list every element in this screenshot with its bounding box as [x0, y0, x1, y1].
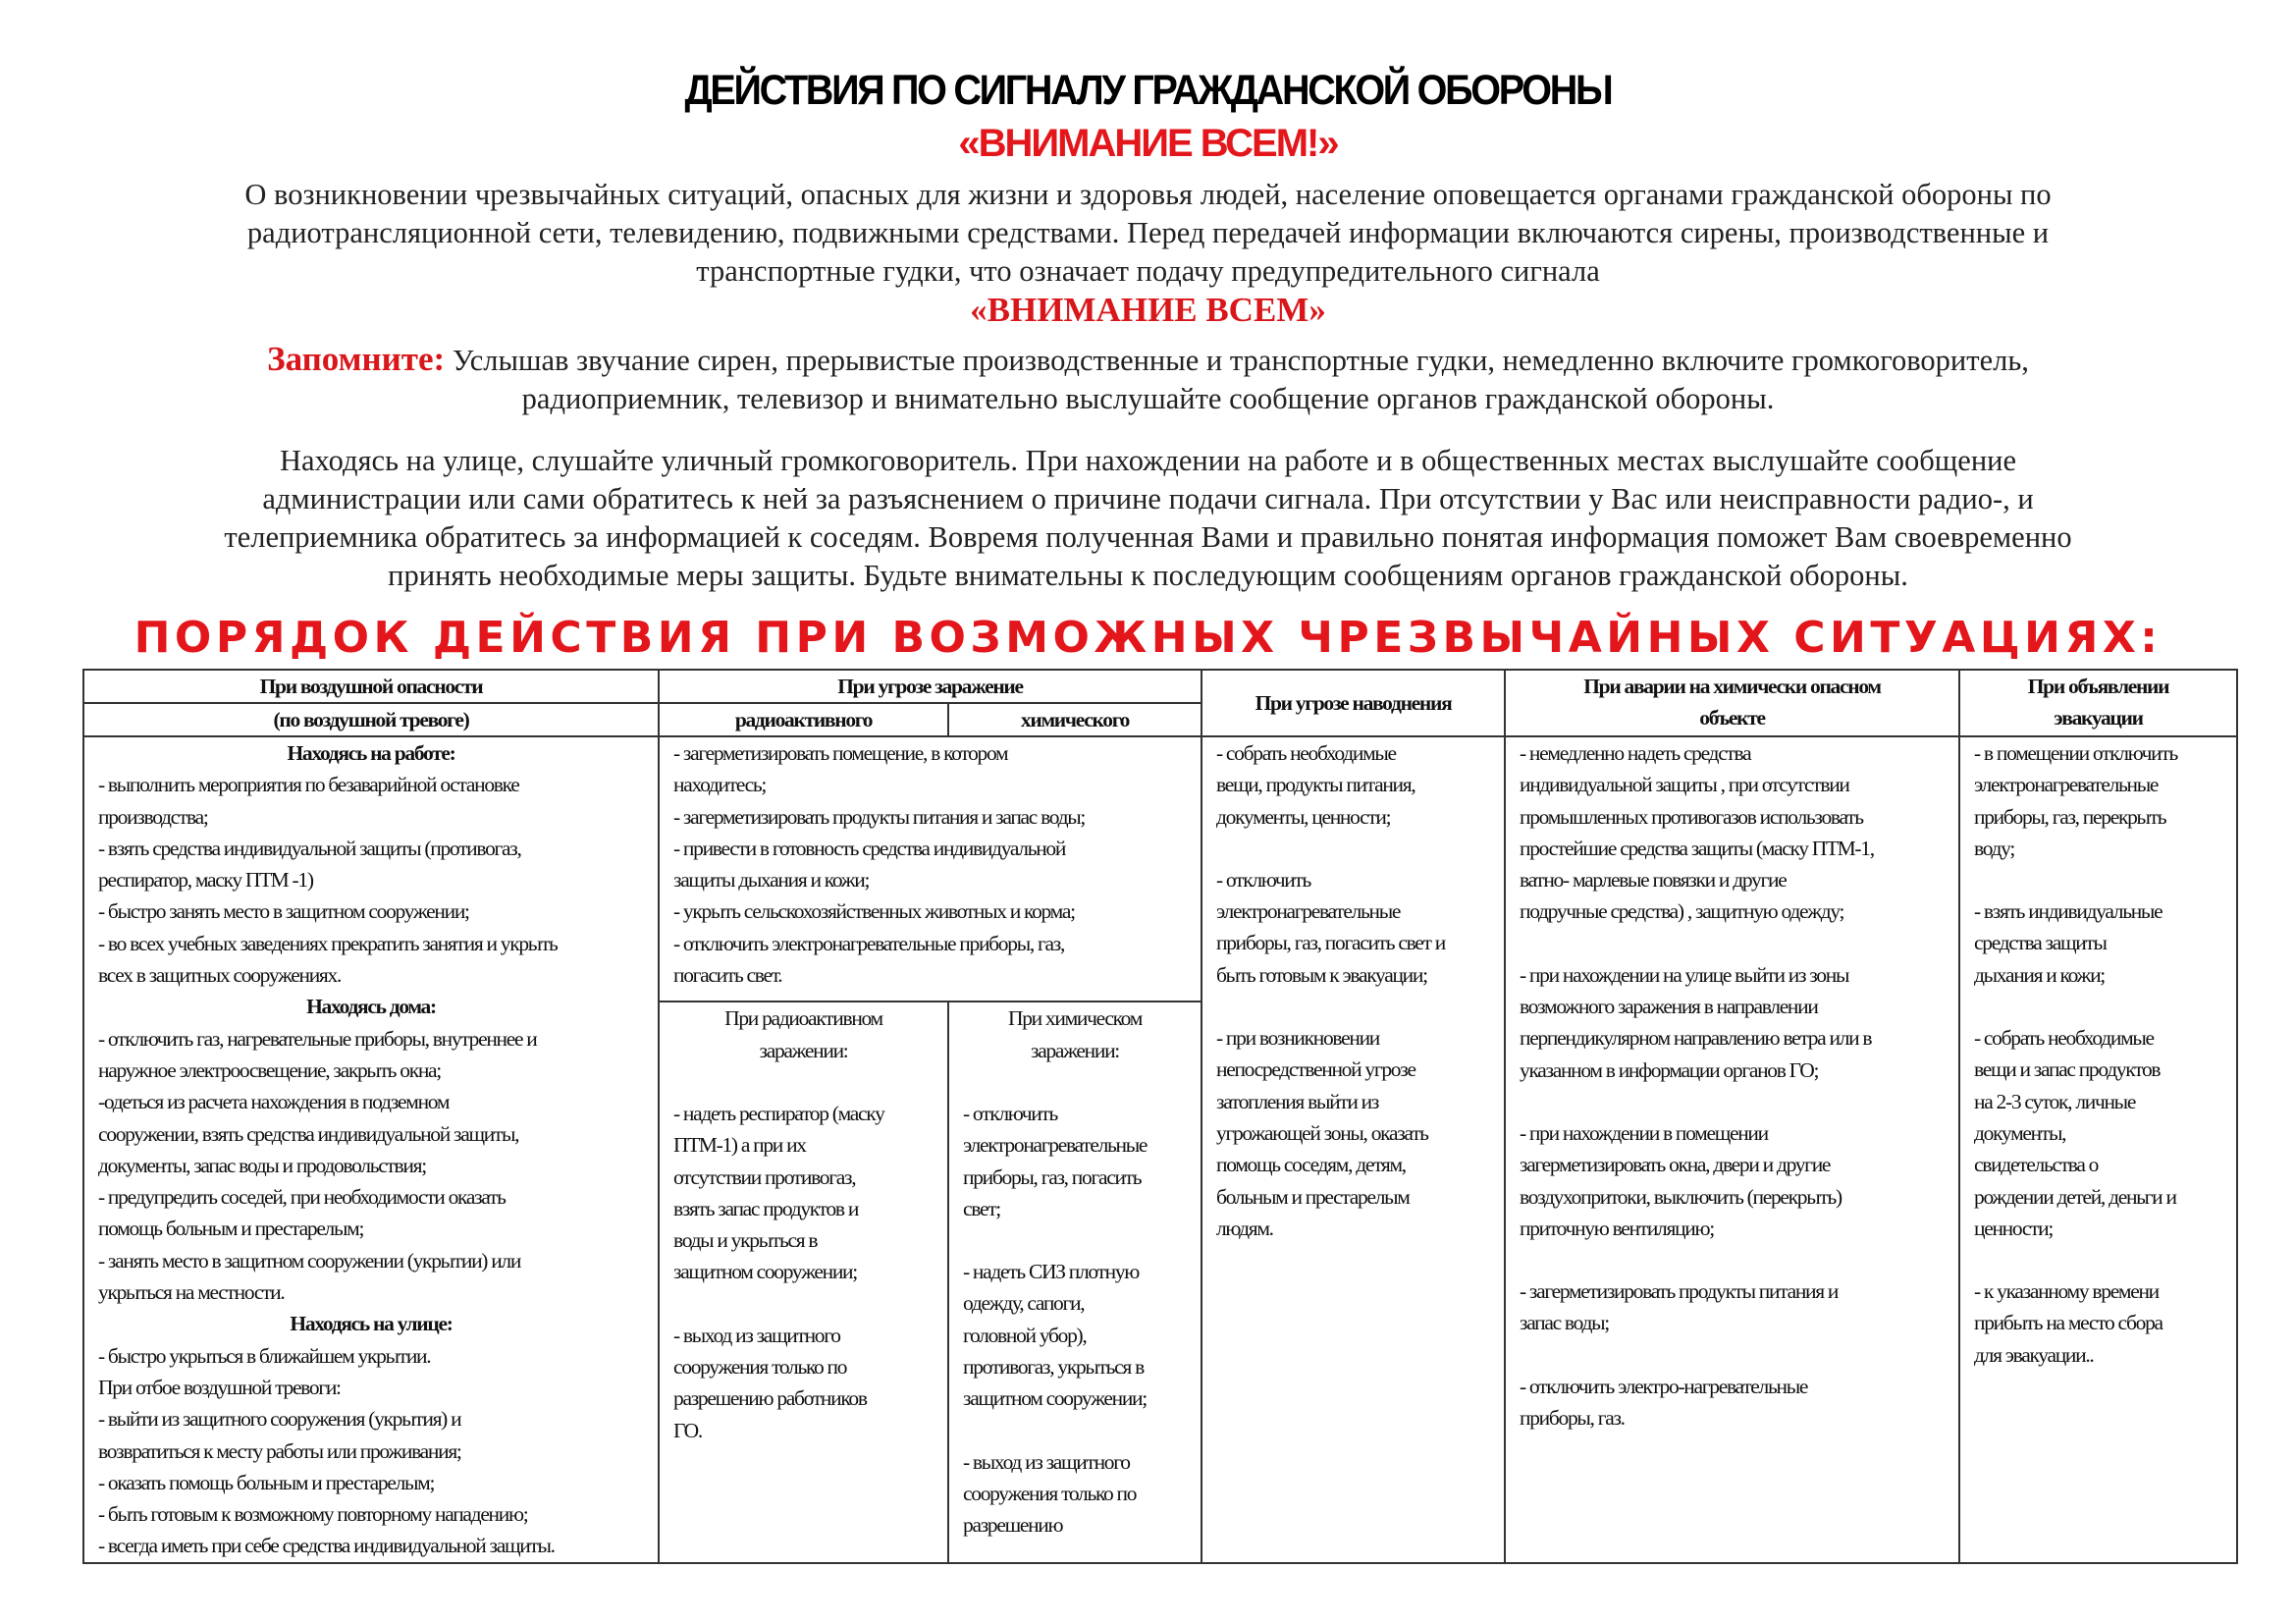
air-street-line: - быстро укрыться в ближайшем укрытии.	[98, 1343, 431, 1368]
evacuation-line: воду;	[1974, 836, 2015, 860]
chem-accident-line: указанном в информации органов ГО;	[1520, 1057, 1819, 1082]
chem-accident-line	[1520, 928, 1945, 959]
chem-accident-line: - загерметизировать продукты питания и	[1520, 1279, 1839, 1304]
header-flood: При угрозе наводнения	[1201, 670, 1505, 736]
air-work-line: - во всех учебных заведениях прекратить занятия и укрыть	[98, 931, 558, 955]
remember-line	[157, 340, 2139, 380]
contamination-common-list	[673, 737, 1187, 991]
chem-accident-line: промышленных противогазов использовать	[1520, 804, 1863, 829]
chem-accident-line: запас воды;	[1520, 1311, 1609, 1335]
radioactive-line	[673, 1288, 934, 1320]
air-street-line: - быть готовым к возможному повторному нападению;	[98, 1502, 528, 1527]
chem-accident-line: - при нахождении в помещении	[1520, 1120, 1768, 1145]
evacuation-line: ценности;	[1974, 1216, 2054, 1240]
chem-accident-line: приборы, газ.	[1520, 1406, 1625, 1431]
radioactive-line: сооружения только по	[673, 1355, 847, 1380]
chem-accident-line	[1520, 1086, 1945, 1117]
header-chem-accident: При аварии на химически опасном объекте	[1505, 670, 1959, 736]
chemical-line: - выход из защитного	[963, 1449, 1130, 1474]
radioactive-cell	[659, 1001, 948, 1562]
chemical-line: головной убор),	[963, 1323, 1087, 1347]
flood-line: непосредственной угрозе	[1216, 1057, 1415, 1082]
evacuation-line	[1974, 1244, 2222, 1275]
remember-text: Услышав звучание сирен, прерывистые производственные и транспортные гудки, немедленно включите громкоговоритель,	[445, 344, 2029, 377]
radioactive-list	[673, 1098, 934, 1446]
radioactive-line: ГО.	[673, 1418, 702, 1442]
chem-accident-line: простейшие средства защиты (маску ПТМ-1,	[1520, 836, 1874, 860]
flood-line: затопления выйти из	[1216, 1089, 1379, 1113]
air-home-line: -одеться из расчета нахождения в подземном	[98, 1090, 450, 1114]
radioactive-line: взять запас продуктов и	[673, 1196, 859, 1220]
evacuation-line	[1974, 864, 2222, 895]
chem-accident-line: - немедленно надеть средства	[1520, 741, 1751, 765]
radioactive-title: При радиоактивном заражении:	[724, 1006, 882, 1062]
chem-accident-line: - при нахождении на улице выйти из зоны	[1520, 962, 1849, 987]
contamination-common-cell	[659, 736, 1201, 1001]
chem-accident-line: - отключить электро-нагревательные	[1520, 1374, 1808, 1398]
evacuation-line: рождении детей, деньги и	[1974, 1184, 2176, 1209]
street-line: принять необходимые меры защиты. Будьте внимательны к последующим сообщениям органов гражданской обороны.	[388, 559, 1908, 592]
radioactive-line: - выход из защитного	[673, 1323, 840, 1347]
air-home-line: - занять место в защитном сооружении (укрытии) или	[98, 1248, 521, 1272]
header-contamination: При угрозе заражение	[659, 670, 1201, 703]
chemical-line	[963, 1224, 1187, 1256]
actions-table	[82, 669, 2238, 1564]
attention-heading: «ВНИМАНИЕ ВСЕМ»	[970, 291, 1326, 329]
evacuation-line: - взять индивидуальные	[1974, 899, 2163, 924]
flood-list	[1216, 737, 1490, 1244]
street-line: телеприемника обратитесь за информацией к соседям. Вовремя полученная Вами и правильно понятая информация поможет Вам своевременно	[224, 520, 2072, 554]
contamination-common-line: находитесь;	[673, 773, 767, 797]
intro-line: О возникновении чрезвычайных ситуаций, опасных для жизни и здоровья людей, население оповещается органами гражданской обороны по	[244, 178, 2052, 211]
evacuation-line: на 2-3 суток, личные	[1974, 1089, 2136, 1113]
intro-line: транспортные гудки, что означает подачу предупредительного сигнала	[696, 254, 1600, 288]
air-street-line: При отбое воздушной тревоги:	[98, 1375, 341, 1399]
radioactive-line: ПТМ-1) а при их	[673, 1133, 806, 1158]
chemical-line: защитном сооружении;	[963, 1386, 1147, 1411]
evacuation-list	[1974, 737, 2222, 1371]
chem-accident-line	[1520, 1244, 1945, 1275]
evacuation-line: документы,	[1974, 1120, 2066, 1145]
flood-line	[1216, 833, 1490, 864]
intro-line: радиотрансляционной сети, телевидению, подвижными средствами. Перед передачей информации включаются сирены, производственные и	[246, 216, 2050, 249]
flood-line: помощь соседям, детям,	[1216, 1153, 1406, 1177]
header-evacuation: При объявлении эвакуации	[1959, 670, 2237, 736]
chem-accident-list	[1520, 737, 1945, 1434]
evacuation-line: средства защиты	[1974, 931, 2107, 955]
air-work-line: - быстро занять место в защитном сооружении;	[98, 899, 469, 924]
flood-cell	[1201, 736, 1505, 1563]
chemical-line: - надеть СИЗ плотную	[963, 1260, 1140, 1284]
chemical-line: разрешению	[963, 1513, 1063, 1538]
contamination-common-line: защиты дыхания и кожи;	[673, 868, 870, 893]
air-work-line: - взять средства индивидуальной защиты (противогаз,	[98, 836, 521, 860]
air-work-list	[98, 769, 644, 991]
radioactive-line: защитном сооружении;	[673, 1260, 857, 1284]
street-line: администрации или сами обратитесь к ней за разъяснением о причине подачи сигнала. При отсутствии у Вас или неисправности радио-, и	[262, 482, 2034, 515]
flood-line: людям.	[1216, 1216, 1273, 1240]
chemical-line	[963, 1415, 1187, 1446]
radioactive-line: - надеть респиратор (маску	[673, 1101, 884, 1125]
flood-line: приборы, газ, погасить свет и	[1216, 931, 1445, 955]
air-home-line: - предупредить соседей, при необходимости оказать	[98, 1185, 506, 1210]
air-street-line: возвратиться к месту работы или проживания;	[98, 1438, 461, 1463]
evacuation-line: вещи и запас продуктов	[1974, 1057, 2161, 1082]
flood-line: угрожающей зоны, оказать	[1216, 1120, 1428, 1145]
air-home-line: помощь больным и престарелым;	[98, 1217, 364, 1241]
contamination-common-line: - привести в готовность средства индивидуальной	[673, 836, 1066, 860]
chem-accident-line	[1520, 1339, 1945, 1371]
chem-accident-line: подручные средства) , защитную одежду;	[1520, 899, 1844, 924]
chem-accident-line: возможного заражения в направлении	[1520, 995, 1818, 1019]
flood-line: - при возникновении	[1216, 1026, 1380, 1051]
air-home-line: - отключить газ, нагревательные приборы, внутреннее и	[98, 1026, 537, 1051]
flood-line: больным и престарелым	[1216, 1184, 1410, 1209]
air-home-line: наружное электроосвещение, закрыть окна;	[98, 1057, 441, 1082]
air-home-line: укрыться на местности.	[98, 1280, 285, 1305]
evacuation-line: - к указанному времени	[1974, 1279, 2159, 1304]
chem-accident-cell	[1505, 736, 1959, 1563]
chemical-line: - отключить	[963, 1101, 1058, 1125]
chem-accident-line: воздухопритоки, выключить (перекрыть)	[1520, 1184, 1842, 1209]
flood-line: документы, ценности;	[1216, 804, 1391, 829]
contamination-common-line: - укрыть сельскохозяйственных животных и корма;	[673, 899, 1075, 924]
street-paragraph	[128, 442, 2168, 595]
chem-accident-line: перпендикулярном направлению ветра или в	[1520, 1026, 1872, 1051]
chemical-line: свет;	[963, 1196, 1000, 1220]
radioactive-line: отсутствии противогаз,	[673, 1164, 856, 1189]
header-chemical: химического	[948, 703, 1201, 736]
air-street-line: - всегда иметь при себе средства индивидуальной защиты.	[98, 1534, 555, 1558]
flood-line: вещи, продукты питания,	[1216, 773, 1415, 797]
page-title: ДЕЙСТВИЯ ПО СИГНАЛУ ГРАЖДАНСКОЙ ОБОРОНЫ	[684, 67, 1612, 114]
radioactive-line: разрешению работников	[673, 1386, 867, 1411]
contamination-common-line: - загерметизировать помещение, в котором	[673, 741, 1008, 765]
contamination-common-line: - отключить электронагревательные приборы, газ,	[673, 931, 1065, 955]
evacuation-line: свидетельства о	[1974, 1153, 2099, 1177]
evacuation-line: приборы, газ, перекрыть	[1974, 804, 2166, 829]
flood-line	[1216, 991, 1490, 1022]
remember-label: Запомните:	[267, 340, 446, 378]
home-title: Находясь дома:	[306, 995, 436, 1019]
chemical-line: сооружения только по	[963, 1481, 1137, 1505]
intro-paragraph	[137, 176, 2159, 291]
air-work-line: респиратор, маску ПТМ -1)	[98, 868, 313, 893]
chemical-line: приборы, газ, погасить	[963, 1164, 1142, 1189]
contamination-common-line: - загерметизировать продукты питания и запас воды;	[673, 804, 1086, 829]
remember-paragraph	[157, 340, 2139, 418]
chemical-cell	[948, 1001, 1201, 1562]
evacuation-line: электронагревательные	[1974, 773, 2159, 797]
air-home-line: документы, запас воды и продовольствия;	[98, 1153, 426, 1177]
air-street-list	[98, 1340, 644, 1562]
chemical-line: противогаз, укрыться в	[963, 1355, 1144, 1380]
remember-line: радиоприемник, телевизор и внимательно выслушайте сообщение органов гражданской обороны.	[521, 382, 1775, 415]
chem-accident-line: ватно- марлевые повязки и другие	[1520, 868, 1787, 893]
chemical-title: При химическом заражении:	[1007, 1006, 1143, 1062]
air-home-list	[98, 1023, 644, 1309]
header-radioactive: радиоактивного	[659, 703, 948, 736]
chem-accident-line: загерметизировать окна, двери и другие	[1520, 1153, 1831, 1177]
chem-accident-line: приточную вентиляцию;	[1520, 1216, 1714, 1240]
evacuation-line: прибыть на место сбора	[1974, 1311, 2163, 1335]
air-home-line: сооружении, взять средства индивидуальной защиты,	[98, 1121, 519, 1146]
air-work-line: производства;	[98, 804, 208, 829]
street-title: Находясь на улице:	[290, 1312, 453, 1336]
air-work-line: - выполнить мероприятия по безаварийной остановке	[98, 773, 519, 797]
air-work-line: всех в защитных сооружениях.	[98, 963, 342, 988]
street-line: Находясь на улице, слушайте уличный громкоговоритель. При нахождении на работе и в общественных местах выслушайте сообщение	[279, 444, 2016, 477]
evacuation-cell	[1959, 736, 2237, 1563]
evacuation-line: для эвакуации..	[1974, 1342, 2094, 1367]
page-subtitle: «ВНИМАНИЕ ВСЕМ!»	[958, 122, 1338, 165]
work-title: Находясь на работе:	[287, 741, 455, 765]
chemical-list	[963, 1098, 1187, 1542]
header-air-sub: (по воздушной тревоге)	[83, 703, 659, 736]
flood-line: электронагревательные	[1216, 899, 1401, 924]
chemical-line: одежду, сапоги,	[963, 1291, 1085, 1316]
evacuation-line: - в помещении отключить	[1974, 741, 2177, 765]
air-street-line: - оказать помощь больным и престарелым;	[98, 1470, 435, 1494]
chem-accident-line: индивидуальной защиты , при отсутствии	[1520, 773, 1849, 797]
chemical-line: электронагревательные	[963, 1133, 1148, 1158]
air-street-line: - выйти из защитного сооружения (укрытия) и	[98, 1407, 461, 1432]
flood-line: быть готовым к эвакуации;	[1216, 962, 1427, 987]
flood-line: - собрать необходимые	[1216, 741, 1396, 765]
radioactive-line: воды и укрыться в	[673, 1228, 818, 1253]
air-cell	[83, 736, 659, 1563]
evacuation-line: - собрать необходимые	[1974, 1026, 2154, 1051]
order-title: ПОРЯДОК ДЕЙСТВИЯ ПРИ ВОЗМОЖНЫХ ЧРЕЗВЫЧАЙНЫХ СИТУАЦИЯХ:	[133, 613, 2163, 663]
evacuation-line	[1974, 991, 2222, 1022]
contamination-common-line: погасить свет.	[673, 963, 782, 988]
header-air: При воздушной опасности	[83, 670, 659, 703]
flood-line: - отключить	[1216, 867, 1311, 892]
evacuation-line: дыхания и кожи;	[1974, 962, 2105, 987]
